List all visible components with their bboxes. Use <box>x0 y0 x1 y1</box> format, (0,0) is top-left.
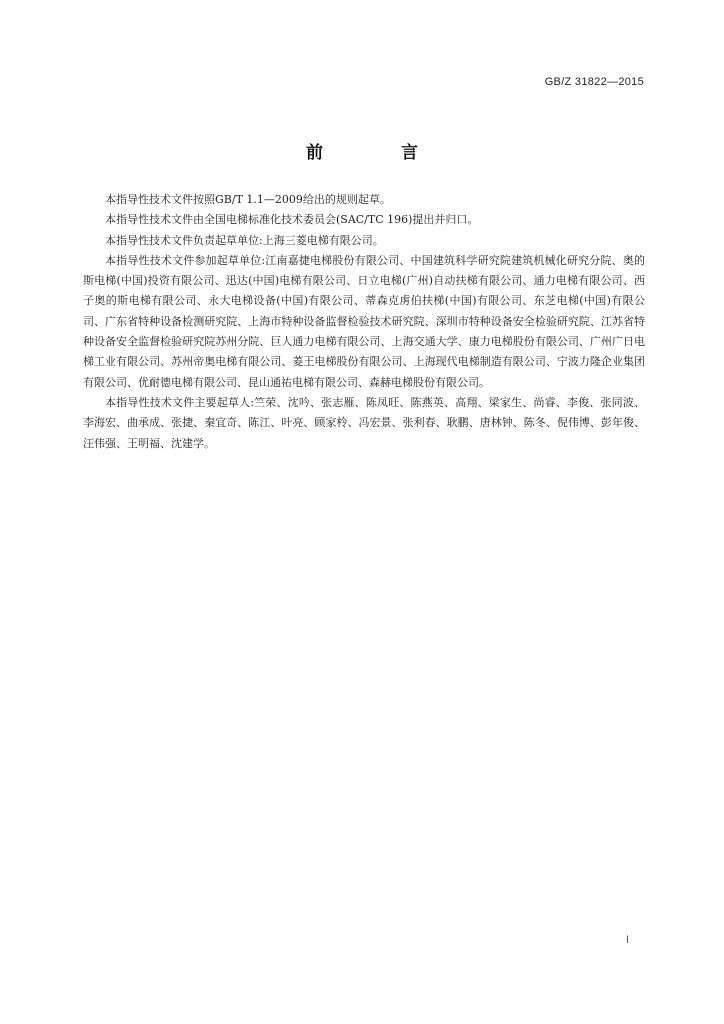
paragraph-participating-units: 本指导性技术文件参加起草单位:江南嘉捷电梯股份有限公司、中国建筑科学研究院建筑机械化研究分院、奥的斯电梯(中国)投资有限公司、迅达(中国)电梯有限公司、日立电梯(广州)自动扶梯有限公司、通力电梯有限公司、西子奥的斯电梯有限公司、永大电梯设备(中国)有限公司、蒂森克虏伯扶梯(中国)有限公司、东芝电梯(中国)有限公司、广东省特种设备检测研究院、上海市特种设备监督检验技术研究院、深圳市特种设备安全检验研究院、江苏省特种设备安全监督检验研究院苏州分院、巨人通力电梯有限公司、上海交通大学、康力电梯股份有限公司、广州广日电梯工业有限公司、苏州帝奥电梯有限公司、菱王电梯股份有限公司、上海现代电梯制造有限公司、宁波力隆企业集团有限公司、优耐德电梯有限公司、昆山通祐电梯有限公司、森赫电梯股份有限公司。 <box>83 253 645 389</box>
page-number: I <box>625 934 629 946</box>
paragraph-lead-drafter: 本指导性技术文件负责起草单位:上海三菱电梯有限公司。 <box>105 233 384 247</box>
paragraph-proposer: 本指导性技术文件由全国电梯标准化技术委员会(SAC/TC 196)提出并归口。 <box>105 213 479 227</box>
paragraph-drafting-rules: 本指导性技术文件按照GB/T 1.1—2009给出的规则起草。 <box>105 193 391 206</box>
standard-number: GB/Z 31822—2015 <box>544 76 644 88</box>
paragraph-main-drafters: 本指导性技术文件主要起草人:竺荣、沈吟、张志雁、陈凤旺、陈燕英、高翔、梁家生、尚睿、李俊、张同波、李海宏、曲承成、张捷、秦宜奇、陈江、叶亮、顾家柃、冯宏景、张利春、耿鹏、唐林钟、陈冬、倪伟博、彭年俊、汪伟强、王明福、沈建学。 <box>83 395 645 450</box>
foreword-body <box>83 190 645 454</box>
page-title: 前 言 <box>306 143 454 163</box>
